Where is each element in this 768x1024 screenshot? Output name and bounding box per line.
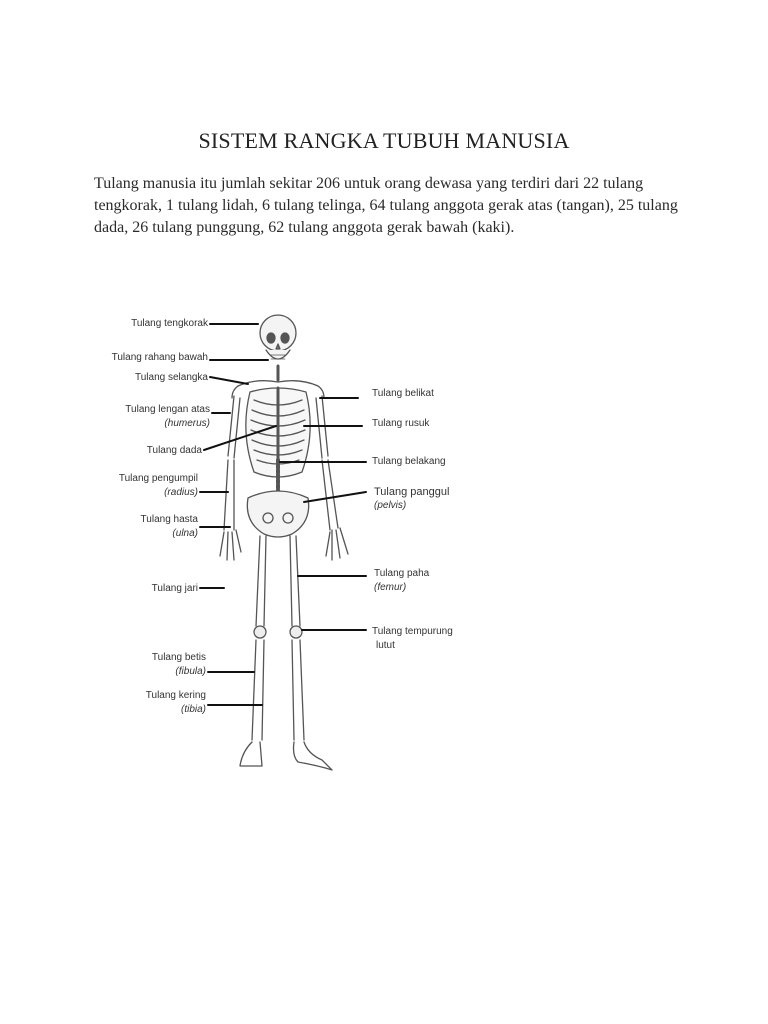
label-hasta: Tulang hasta <box>140 514 198 525</box>
label-panggul-latin: (pelvis) <box>374 500 407 511</box>
label-tengkorak: Tulang tengkorak <box>131 318 208 329</box>
label-paha: Tulang paha <box>374 568 430 579</box>
label-betis: Tulang betis <box>151 652 206 663</box>
label-kering: Tulang kering <box>145 690 206 701</box>
label-tempurung: Tulang tempurung <box>372 626 453 637</box>
page-title: SISTEM RANGKA TUBUH MANUSIA <box>198 128 570 153</box>
label-jari: Tulang jari <box>151 583 198 594</box>
label-hasta-latin: (ulna) <box>172 528 198 539</box>
label-belikat: Tulang belikat <box>372 388 434 399</box>
label-belakang: Tulang belakang <box>372 456 446 467</box>
label-kering-latin: (tibia) <box>180 704 206 715</box>
label-tempurung-2: lutut <box>376 640 395 651</box>
label-selangka: Tulang selangka <box>134 372 208 383</box>
label-pengumpil-latin: (radius) <box>164 487 198 498</box>
skeleton-figure <box>90 300 453 790</box>
label-panggul: Tulang panggul <box>374 486 450 498</box>
intro-paragraph: Tulang manusia itu jumlah sekitar 206 untuk orang dewasa yang terdiri dari 22 tulang tengkorak, 1 tulang lidah, 6 tulang telinga, 64 tulang anggota gerak atas (tangan), 25 tulang dada, 26 tulang punggung, 62 tulang anggota gerak bawah (kaki). <box>94 175 678 236</box>
label-paha-latin: (femur) <box>374 582 407 593</box>
label-dada: Tulang dada <box>146 445 202 456</box>
label-lengan-atas: Tulang lengan atas <box>125 404 210 415</box>
label-betis-latin: (fibula) <box>175 666 206 677</box>
label-pengumpil: Tulang pengumpil <box>118 473 198 484</box>
label-lengan-atas-latin: (humerus) <box>164 418 210 429</box>
label-rusuk: Tulang rusuk <box>372 418 430 429</box>
label-rahang: Tulang rahang bawah <box>111 352 208 363</box>
